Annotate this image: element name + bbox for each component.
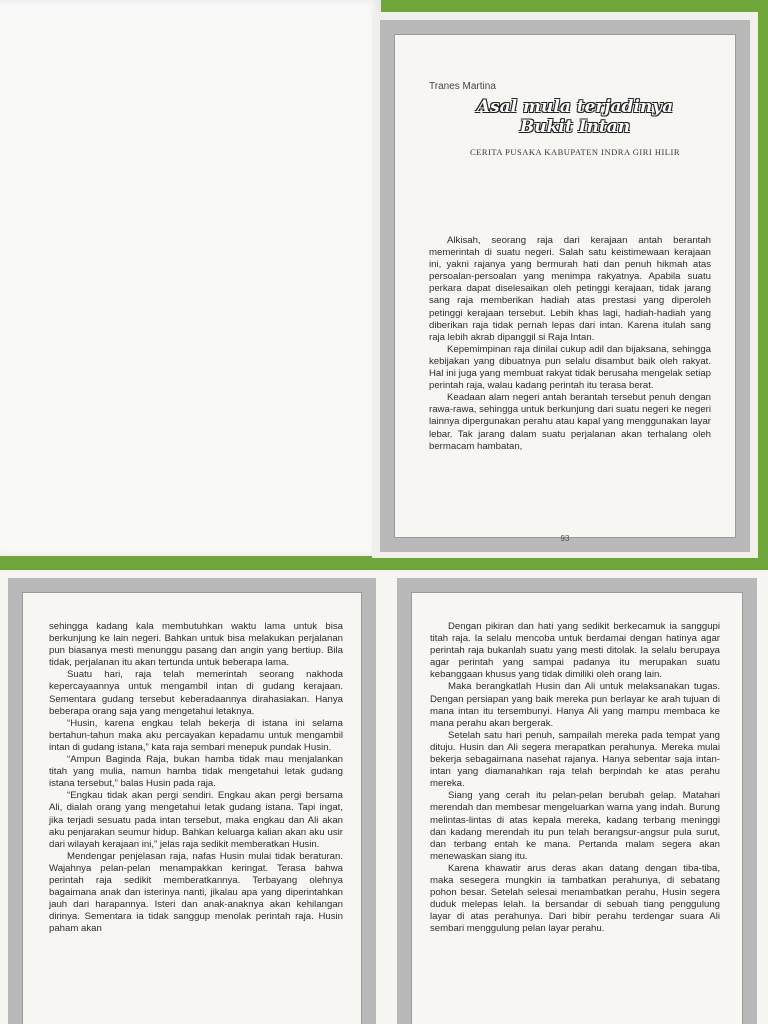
story-body (429, 235, 711, 453)
paragraph: Setelah satu hari penuh, sampailah mereka pada tempat yang dituju. Husin dan Ali segera merapatkan perahunya. Mereka mulai bekerja sebagaimana nasehat rajanya. Hanya sebentar saja intan-intan yang diamanahkan raja telah berpindah ke atas perahu mereka. (430, 729, 720, 790)
story-second-page (0, 570, 385, 1024)
paragraph: Maka berangkatlah Husin dan Ali untuk melaksanakan tugas. Dengan persiapan yang baik mereka pun berlayar ke arah tujuan di mana intan itu tersembunyi. Hanya Ali yang mampu membaca ke mana perahu akan bergerak. (430, 681, 720, 729)
story-title-line1: Asal mula terjadinya (476, 97, 674, 117)
page-text-area (22, 592, 362, 1024)
story-title-line2: Bukit Intan (519, 117, 631, 137)
paragraph: Dengan pikiran dan hati yang sedikit berkecamuk ia sanggupi titah raja. Ia selalu mencoba untuk berdamai dengan hatinya agar perintah raja bukanlah suatu yang mesti ditolak. Ia selalu berupaya agar perintah yang sampai padanya itu merupakan suatu kebanggaan khusus yang tidak dimiliki oleh orang lain. (430, 621, 720, 681)
paragraph: “Ampun Baginda Raja, bukan hamba tidak mau menjalankan titah yang mulia, namun hamba tidak mengetahui letak gudang istana tersebut,” balas Husin pada raja. (49, 754, 343, 790)
story-first-page (372, 12, 758, 558)
paragraph: sehingga kadang kala membutuhkan waktu lama untuk bisa berkunjung ke lain negeri. Bahkan untuk bisa melakukan perjalanan pun biasanya mesti menunggu pasang dan angin yang bertiup. Bila tidak, perjalanan itu akan tertunda untuk beberapa lama. (49, 621, 343, 669)
paragraph: Alkisah, seorang raja dari kerajaan antah berantah memerintah di suatu negeri. Salah satu keistimewaan kerajaan ini, yakni rajanya yang bermurah hati dan penuh hikmah atas persoalan-persoalan yang menimpa rakyatnya. Apabila suatu perkara dapat diselesaikan oleh petinggi kerajaan, tidak jarang sang raja memberikan hadiah atas prestasi yang diperoleh petinggi kerajaan tersebut. Lebih khas lagi, hadiah-hadiah yang diberikan raja tidak pernah lepas dari intan. Karena itulah sang raja lebih akrab dipanggil si Raja Intan. (429, 235, 711, 343)
decorative-border (380, 20, 750, 552)
decorative-border (8, 578, 376, 1024)
paragraph: Siang yang cerah itu pelan-pelan berubah gelap. Matahari merendah dan membesar mengeluarkan warna yang indah. Burung melintas-lintas di atas kepala mereka, kadang terbang meninggi dan kadang merendah itu pun telah berangsur-angsur pula surut, dan terbang entah ke mana. Pertanda malam segera akan menewaskan siang itu. (430, 790, 720, 862)
blank-left-page (0, 0, 381, 556)
paragraph: “Engkau tidak akan pergi sendiri. Engkau akan pergi bersama Ali, dialah orang yang mengetahui letak gudang istana. Tapi ingat, jika terjadi sesuatu pada intan tersebut, maka engkau dan Ali akan aku penjarakan seumur hidup. Bahkan keluarga kalian akan aku usir dari wilayah kerajaan ini,” jelas raja sedikit memberatkan Husin. (49, 790, 343, 850)
page-number: 93 (560, 534, 570, 543)
page-text-area (394, 34, 736, 543)
paragraph: Keadaan alam negeri antah berantah tersebut penuh dengan rawa-rawa, sehingga untuk berkunjung dari suatu negeri ke negeri lainnya dipergunakan perahu atau kapal yang menggunakan layar lebar. Tak jarang dalam suatu perjalanan akan terhalang oleh bermacam hambatan, (429, 392, 711, 452)
page-text-area (411, 592, 743, 1024)
paragraph: Karena khawatir arus deras akan datang dengan tiba-tiba, maka sesegera mungkin ia tambatkan perahunya, di sebatang pohon besar. Setelah selesai menambatkan perahu, Husin segera duduk melepas lelah. Ia bersandar di sebuah tiang penggulung layar di atas perahunya. Dari bibir perahu terdengar suara Ali sembari menggulung pelan layar perahu. (430, 862, 720, 935)
author-name: Tranes Martina (429, 81, 496, 92)
paragraph: Kepemimpinan raja dinilai cukup adil dan bijaksana, sehingga kebijakan yang dibuatnya pun selalu disambut baik oleh rakyat. Hal ini juga yang membuat rakyat tidak berusaha mengelak setiap perintah raja, walau kadang perintah itu terasa berat. (429, 343, 711, 392)
paragraph: “Husin, karena engkau telah bekerja di istana ini selama bertahun-tahun maka aku percayakan kepadamu untuk mengambil intan di gudang istana,” kata raja sembari menepuk pundak Husin. (49, 717, 343, 753)
story-third-page (385, 570, 768, 1024)
paragraph: Mendengar penjelasan raja, nafas Husin mulai tidak beraturan. Wajahnya pelan-pelan menampakkan keringat. Terasa bahwa perintah raja sedikit memberatkannya. Terbayang olehnya bagaimana anak dan isterinya nanti, jikalau apa yang diperintahkan jauh dari harapannya. Isteri dan anak-anaknya akan kehilangan dirinya. Sementara ia tidak sanggup menolak perintah raja. Husin paham akan (49, 850, 343, 935)
story-body (430, 621, 720, 935)
story-body (49, 621, 343, 935)
story-subtitle: CERITA PUSAKA KABUPATEN INDRA GIRI HILIR (469, 147, 681, 157)
decorative-border (397, 578, 757, 1024)
paragraph: Suatu hari, raja telah memerintah seorang nakhoda kepercayaannya untuk mengambil intan di gudang kerajaan. Sementara gudang tersebut keberadaannya dirahasiakan. Hanya beberapa orang saja yang mengetahui letaknya. (49, 669, 343, 717)
